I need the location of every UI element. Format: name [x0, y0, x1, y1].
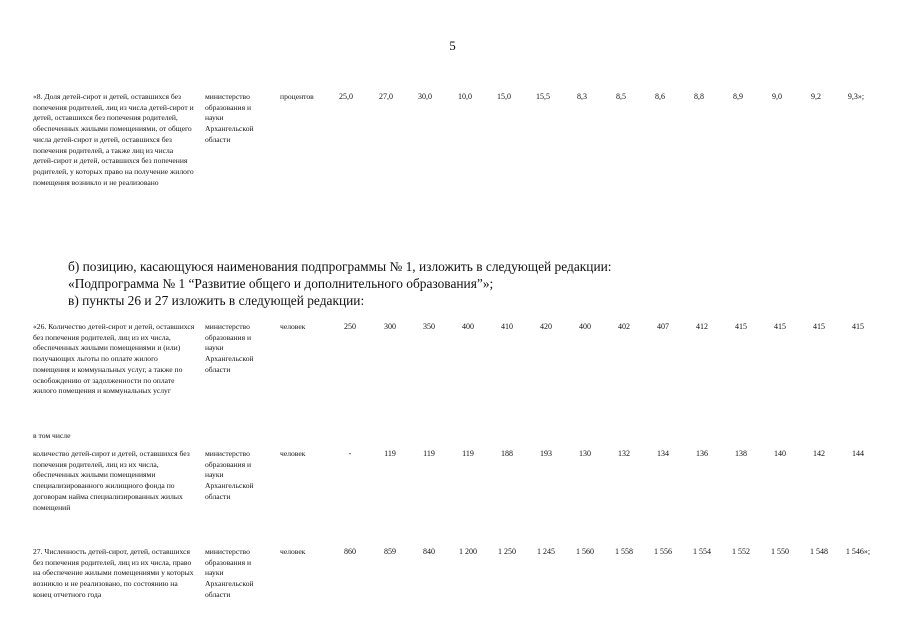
unit-cell: человек: [280, 322, 306, 331]
value-cell: 136: [696, 449, 708, 458]
value-cell: 1 200: [459, 547, 477, 556]
value-cell: 8,6: [655, 92, 665, 101]
indicator-name: «8. Доля детей-сирот и детей, оставшихся без попечения родителей, лиц из числа детей-сирот и детей, оставшихся без попечения родителей, обеспеченных жилыми помещениями, от общего числа детей-сирот и детей, оставшихся без попечения родителей, а также лиц из числа детей-сирот и детей, оставшихся без попечения родителей, у которых право на получение жилого помещения возникло и не реализовано: [33, 92, 194, 187]
value-cell: 27,0: [379, 92, 393, 101]
indicator-name: «26. Количество детей-сирот и детей, оставшихся без попечения родителей, лиц из их числа, обеспеченных жилыми помещениями и (или) получающих льготы по оплате жилого помещения и коммунальных услуг, а также по освобождению от задолженности по оплате жилого помещения и коммунальных услуг: [33, 322, 195, 396]
value-cell: 119: [423, 449, 435, 458]
value-cell: 1 554: [693, 547, 711, 556]
value-cell: 15,5: [536, 92, 550, 101]
value-cell: 9,2: [811, 92, 821, 101]
value-cell: 407: [657, 322, 669, 331]
value-cell: 193: [540, 449, 552, 458]
value-cell: 130: [579, 449, 591, 458]
value-cell: 415: [852, 322, 864, 331]
paragraph-b: б) позицию, касающуюся наименования подпрограммы № 1, изложить в следующей редакции:: [68, 259, 612, 274]
indicator-name: 27. Численность детей-сирот, детей, оставшихся без попечения родителей, лиц из их числа, право на обеспечение жилыми помещениями у которых возникло и не реализовано, по состоянию на конец отчетного года: [33, 547, 194, 599]
value-cell: 8,8: [694, 92, 704, 101]
value-cell: 1 550: [771, 547, 789, 556]
value-cell: 188: [501, 449, 513, 458]
value-cell: 15,0: [497, 92, 511, 101]
value-cell: 1 548: [810, 547, 828, 556]
value-cell: 1 556: [654, 547, 672, 556]
value-cell: 30,0: [418, 92, 432, 101]
value-cell: 250: [344, 322, 356, 331]
value-cell: 8,5: [616, 92, 626, 101]
value-cell: 420: [540, 322, 552, 331]
value-cell: 144: [852, 449, 864, 458]
value-cell: 1 552: [732, 547, 750, 556]
value-cell: 860: [344, 547, 356, 556]
value-cell: 119: [384, 449, 396, 458]
responsible-org: министерство образования и науки Архангельской области: [205, 449, 254, 501]
responsible-org: министерство образования и науки Архангельской области: [205, 547, 254, 599]
value-cell: 9,3»;: [847, 92, 865, 101]
value-cell: 1 245: [537, 547, 555, 556]
value-cell: 415: [813, 322, 825, 331]
value-cell: 402: [618, 322, 630, 331]
value-cell: 412: [696, 322, 708, 331]
value-cell: 119: [462, 449, 474, 458]
value-cell: 8,9: [733, 92, 743, 101]
responsible-org: министерство образования и науки Архангельской области: [205, 322, 254, 374]
value-cell: 142: [813, 449, 825, 458]
value-cell: 415: [774, 322, 786, 331]
value-cell: 10,0: [458, 92, 472, 101]
value-cell: 410: [501, 322, 513, 331]
unit-cell: человек: [280, 547, 306, 556]
value-cell: 300: [384, 322, 396, 331]
unit-cell: человек: [280, 449, 306, 458]
in-total-label: в том числе: [33, 431, 71, 440]
value-cell: -: [348, 449, 352, 458]
value-cell: 400: [579, 322, 591, 331]
page-number: 5: [449, 38, 456, 53]
value-cell: 1 250: [498, 547, 516, 556]
indicator-name: количество детей-сирот и детей, оставшихся без попечения родителей, лиц из их числа, обеспеченных жилыми помещениями специализированного жилищного фонда по договорам найма специализированных жилых помещений: [33, 449, 190, 512]
value-cell: 400: [462, 322, 474, 331]
value-cell: 1 558: [615, 547, 633, 556]
value-cell: 8,3: [577, 92, 587, 101]
value-cell: 25,0: [339, 92, 353, 101]
value-cell: 1 546»;: [845, 547, 871, 556]
paragraph-b-subprogram: «Подпрограмма № 1 “Развитие общего и дополнительного образования”»;: [68, 276, 494, 291]
value-cell: 132: [618, 449, 630, 458]
value-cell: 9,0: [772, 92, 782, 101]
value-cell: 140: [774, 449, 786, 458]
paragraph-v: в) пункты 26 и 27 изложить в следующей редакции:: [68, 293, 365, 308]
value-cell: 415: [735, 322, 747, 331]
value-cell: 138: [735, 449, 747, 458]
value-cell: 350: [423, 322, 435, 331]
value-cell: 840: [423, 547, 435, 556]
unit-cell: процентов: [280, 92, 314, 101]
value-cell: 1 560: [576, 547, 594, 556]
value-cell: 859: [384, 547, 396, 556]
value-cell: 134: [657, 449, 669, 458]
responsible-org: министерство образования и науки Архангельской области: [205, 92, 254, 144]
